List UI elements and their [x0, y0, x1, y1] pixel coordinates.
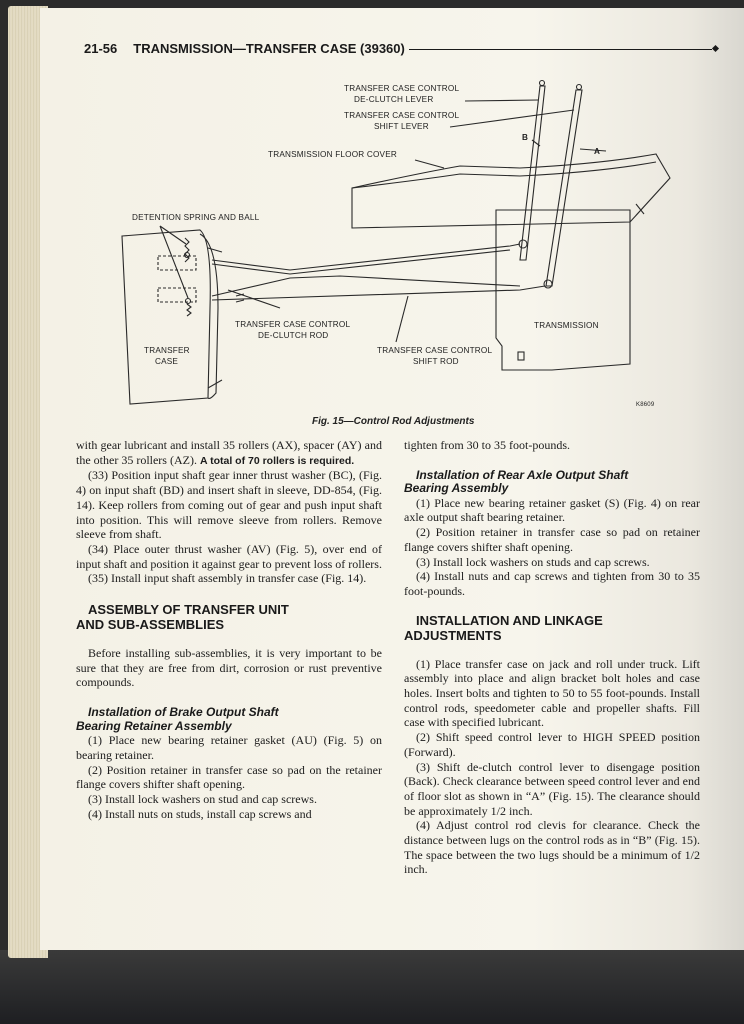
paragraph: with gear lubricant and install 35 rollers (AX), spacer (AY) and the other 35 rollers (AZ). A total of 70 rollers is required. [76, 438, 382, 467]
shift-lever [546, 90, 582, 286]
label-callout-b: B [522, 133, 529, 142]
paragraph: (3) Install lock washers on studs and cap screws. [416, 554, 650, 569]
paragraph: (4) Adjust control rod clevis for clearance. Check the distance between lugs on the control rods as in “B” (Fig. 15). The space between the two lugs should be a minimum of 1/2 inch. [404, 818, 700, 877]
page-number: 21-56 [84, 40, 118, 56]
label-declutch-rod-2: DE-CLUTCH ROD [258, 331, 329, 340]
label-transfer-case-2: CASE [155, 357, 179, 366]
section-heading: INSTALLATION AND LINKAGE ADJUSTMENTS [404, 612, 603, 643]
figure-code: K8609 [636, 402, 655, 408]
paragraph: (4) Install nuts on studs, install cap screws and [88, 806, 312, 821]
right-column [404, 438, 700, 877]
paragraph: (1) Place new bearing retainer gasket (AU) (Fig. 5) on bearing retainer. [76, 733, 382, 762]
paragraph: (2) Position retainer in transfer case so pad on the retainer flange covers shifter shaft opening. [76, 762, 382, 792]
floor-cover [352, 154, 670, 228]
paragraph: (4) Install nuts and cap screws and tighten from 30 to 35 foot-pounds. [404, 569, 700, 598]
paragraph: (1) Place transfer case on jack and roll under truck. Lift assembly into place and align bracket bolt holes and case holes. Insert bolts and tighten to 50 to 55 foot-pounds. Install control rods, speedometer cable and propeller shafts. Fill case with specified lubricant. [404, 656, 700, 730]
paragraph: (33) Position input shaft gear inner thrust washer (BC), (Fig. 4) on input shaft (BD) and insert shaft in sleeve, DD-854, (Fig. 14). Keep rollers from coming out of gear and push input shaft into position. This will remove sleeve from rollers. Remove sleeve from shaft. [76, 468, 382, 542]
paragraph: (2) Position retainer in transfer case so pad on retainer flange covers shifter shaft opening. [404, 525, 700, 554]
subsection-heading: Installation of Brake Output Shaft Bearing Retainer Assembly [76, 705, 279, 733]
subsection-heading: Installation of Rear Axle Output Shaft Bearing Assembly [404, 467, 629, 496]
declutch-lever [520, 86, 545, 260]
paragraph: (3) Shift de-clutch control lever to disengage position (Back). Check clearance between speed control lever and end of floor slot as shown in “A” (Fig. 15). The clearance should be approximately 1/2 inch. [404, 759, 700, 818]
label-declutch-rod-1: TRANSFER CASE CONTROL [235, 320, 351, 329]
label-detention: DETENTION SPRING AND BALL [132, 213, 260, 222]
figure-caption: Fig. 15—Control Rod Adjustments [312, 416, 475, 427]
section-heading: ASSEMBLY OF TRANSFER UNIT AND SUB-ASSEMBLIES [76, 602, 289, 633]
book-page [40, 8, 744, 950]
label-shift-lever-2: SHIFT LEVER [374, 122, 429, 131]
label-shift-rod-1: TRANSFER CASE CONTROL [377, 346, 493, 355]
left-column [76, 438, 382, 821]
label-shift-lever-1: TRANSFER CASE CONTROL [344, 111, 460, 120]
transfer-case-outline [122, 230, 210, 404]
label-shift-rod-2: SHIFT ROD [413, 357, 459, 366]
label-transfer-case-1: TRANSFER [144, 346, 190, 355]
paragraph: (1) Place new bearing retainer gasket (S) (Fig. 4) on rear axle output shaft bearing retainer. [404, 495, 700, 525]
label-floor-cover: TRANSMISSION FLOOR COVER [268, 150, 397, 159]
paragraph: Before installing sub-assemblies, it is very important to be sure that they are free from dirt, corrosion or rust preventive compounds. [76, 646, 382, 690]
label-callout-a: A [594, 147, 601, 156]
paragraph: tighten from 30 to 35 foot-pounds. [404, 438, 570, 452]
header-title: TRANSMISSION—TRANSFER CASE (39360) [133, 40, 405, 56]
paragraph: (3) Install lock washers on stud and cap screws. [88, 791, 317, 806]
control-rod-diagram [40, 8, 744, 438]
label-declutch-lever-2: DE-CLUTCH LEVER [354, 95, 434, 104]
paragraph: (34) Place outer thrust washer (AV) (Fig. 5), over end of input shaft and position it against gear to prevent loss of rollers. [76, 541, 382, 571]
label-transmission: TRANSMISSION [534, 321, 599, 330]
background-surface [0, 950, 744, 1024]
paragraph: (2) Shift speed control lever to HIGH SPEED position (Forward). [404, 730, 700, 759]
paragraph: (35) Install input shaft assembly in transfer case (Fig. 14). [88, 571, 367, 586]
label-declutch-lever-1: TRANSFER CASE CONTROL [344, 84, 460, 93]
shift-rod [212, 286, 545, 300]
